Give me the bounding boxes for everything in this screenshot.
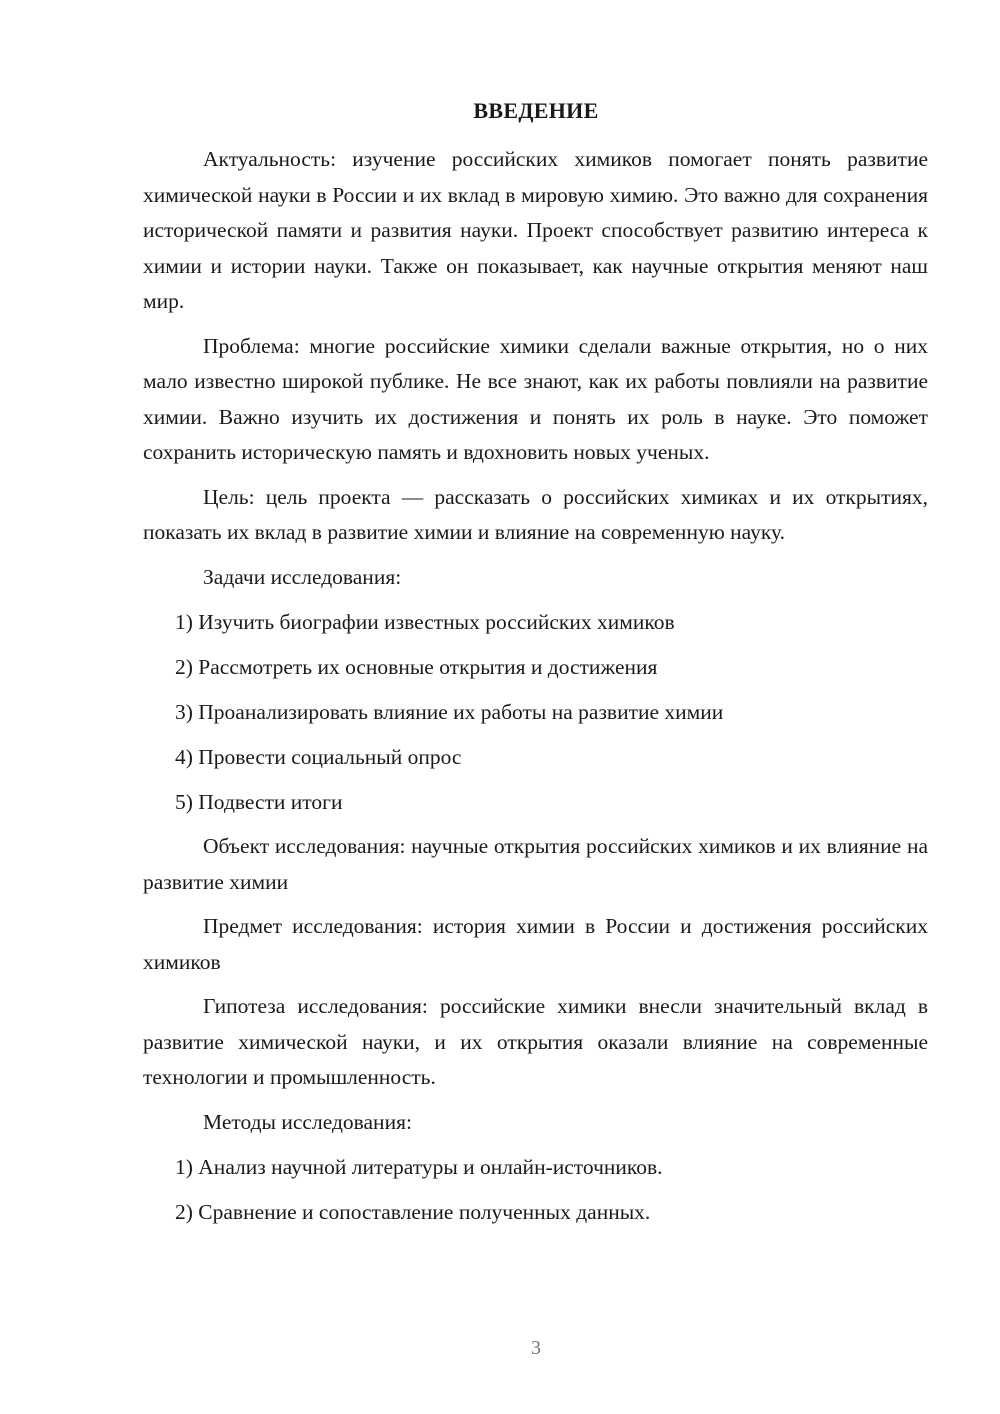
subject-paragraph: Предмет исследования: история химии в России и достижения российских химиков [143, 914, 928, 974]
goal-paragraph: Цель: цель проекта — рассказать о российских химиках и их открытиях, показать их вклад в развитие химии и влияние на современную науку. [143, 484, 928, 544]
list-item: 4) Провести социальный опрос [175, 745, 462, 769]
object-paragraph: Объект исследования: научные открытия российских химиков и их влияние на развитие химии [143, 834, 928, 894]
methods-list [143, 1149, 928, 1230]
list-item: 2) Рассмотреть их основные открытия и достижения [175, 655, 658, 679]
list-item: 2) Сравнение и сопоставление полученных данных. [175, 1200, 651, 1224]
list-item: 5) Подвести итоги [175, 790, 343, 814]
page-number: 3 [531, 1337, 541, 1359]
methods-title: Методы исследования: [203, 1109, 412, 1134]
relevance-paragraph: Актуальность: изучение российских химиков помогает понять развитие химической науки в России и их вклад в мировую химию. Это важно для сохранения исторической памяти и развития науки. Проект способствует развитию интереса к химии и истории науки. Также он показывает, как научные открытия меняют наш мир. [143, 147, 928, 313]
list-item: 1) Анализ научной литературы и онлайн-источников. [175, 1155, 663, 1179]
section-heading: ВВЕДЕНИЕ [473, 98, 599, 123]
page-body [143, 142, 928, 1239]
tasks-list [143, 604, 928, 820]
list-item: 3) Проанализировать влияние их работы на развитие химии [175, 700, 724, 724]
list-item: 1) Изучить биографии известных российских химиков [175, 610, 675, 634]
problem-paragraph: Проблема: многие российские химики сделали важные открытия, но о них мало известно широкой публике. Не все знают, как их работы повлияли на развитие химии. Важно изучить их достижения и понять их роль в науке. Это поможет сохранить историческую память и вдохновить новых ученых. [143, 333, 928, 464]
tasks-title: Задачи исследования: [203, 564, 402, 589]
hypothesis-paragraph: Гипотеза исследования: российские химики внесли значительный вклад в развитие химической науки, и их открытия оказали влияние на современные технологии и промышленность. [143, 994, 928, 1089]
